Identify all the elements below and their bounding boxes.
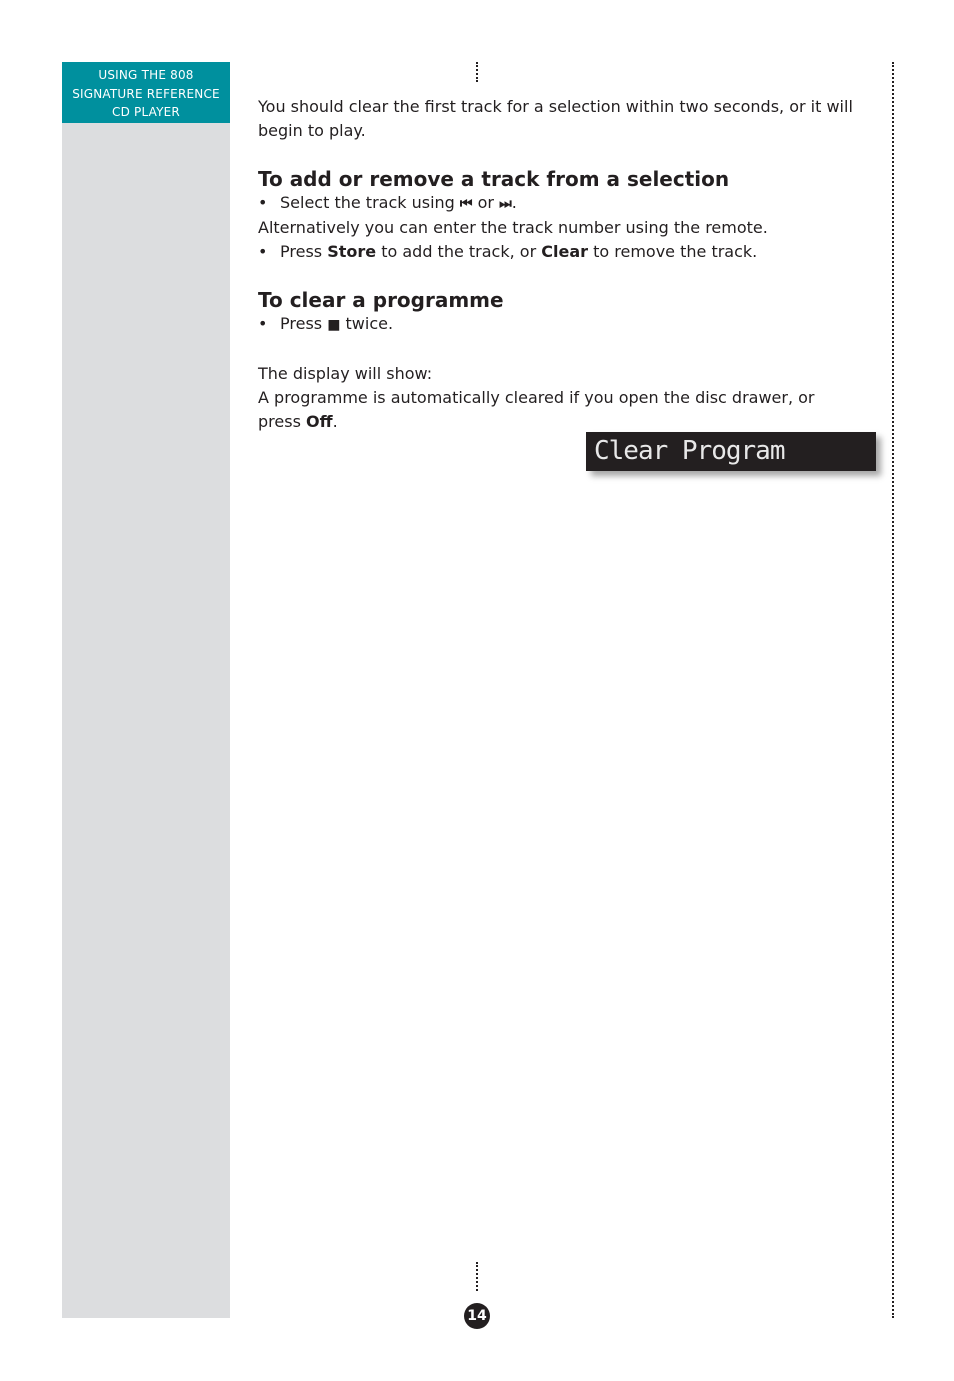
top-dotted-rule [476,62,478,82]
section-tab-line-2: SIGNATURE REFERENCE [72,86,220,101]
right-dotted-rule [892,62,894,1318]
bullet-press-stop: • Press ■ twice. [258,312,858,337]
section-tab-line-1: USING THE 808 [98,68,194,82]
intro-paragraph: You should clear the first track for a selection within two seconds, or it will begin to play. [258,97,853,140]
bullet-select-track: • Select the track using ⏮ or ⏭. [258,191,858,216]
page-number: 14 [464,1303,490,1329]
heading-clear-programme: To clear a programme [258,288,504,312]
heading-add-remove: To add or remove a track from a selection [258,167,730,191]
section-tab [62,62,230,123]
sidebar-panel [62,62,230,1318]
bottom-dotted-rule [476,1262,478,1291]
display-label: The display will show: [258,364,433,383]
clear-key-label: Clear [541,242,589,261]
bullet-store-clear: • Press Store to add the track, or Clear to remove the track. [258,240,858,264]
off-key-label: Off [306,412,333,431]
main-content [258,95,858,434]
stop-icon: ■ [327,317,341,333]
display-row [258,362,858,386]
section-tab-line-3: CD PLAYER [112,105,180,119]
alternative-paragraph: Alternatively you can enter the track number using the remote. [258,218,768,237]
previous-track-icon: ⏮ [459,196,473,212]
store-key-label: Store [327,242,377,261]
next-track-icon: ⏭ [499,196,512,212]
lcd-display: Clear Program [586,432,876,471]
auto-clear-paragraph: A programme is automatically cleared if you open the disc drawer, or press Off. [258,388,815,431]
